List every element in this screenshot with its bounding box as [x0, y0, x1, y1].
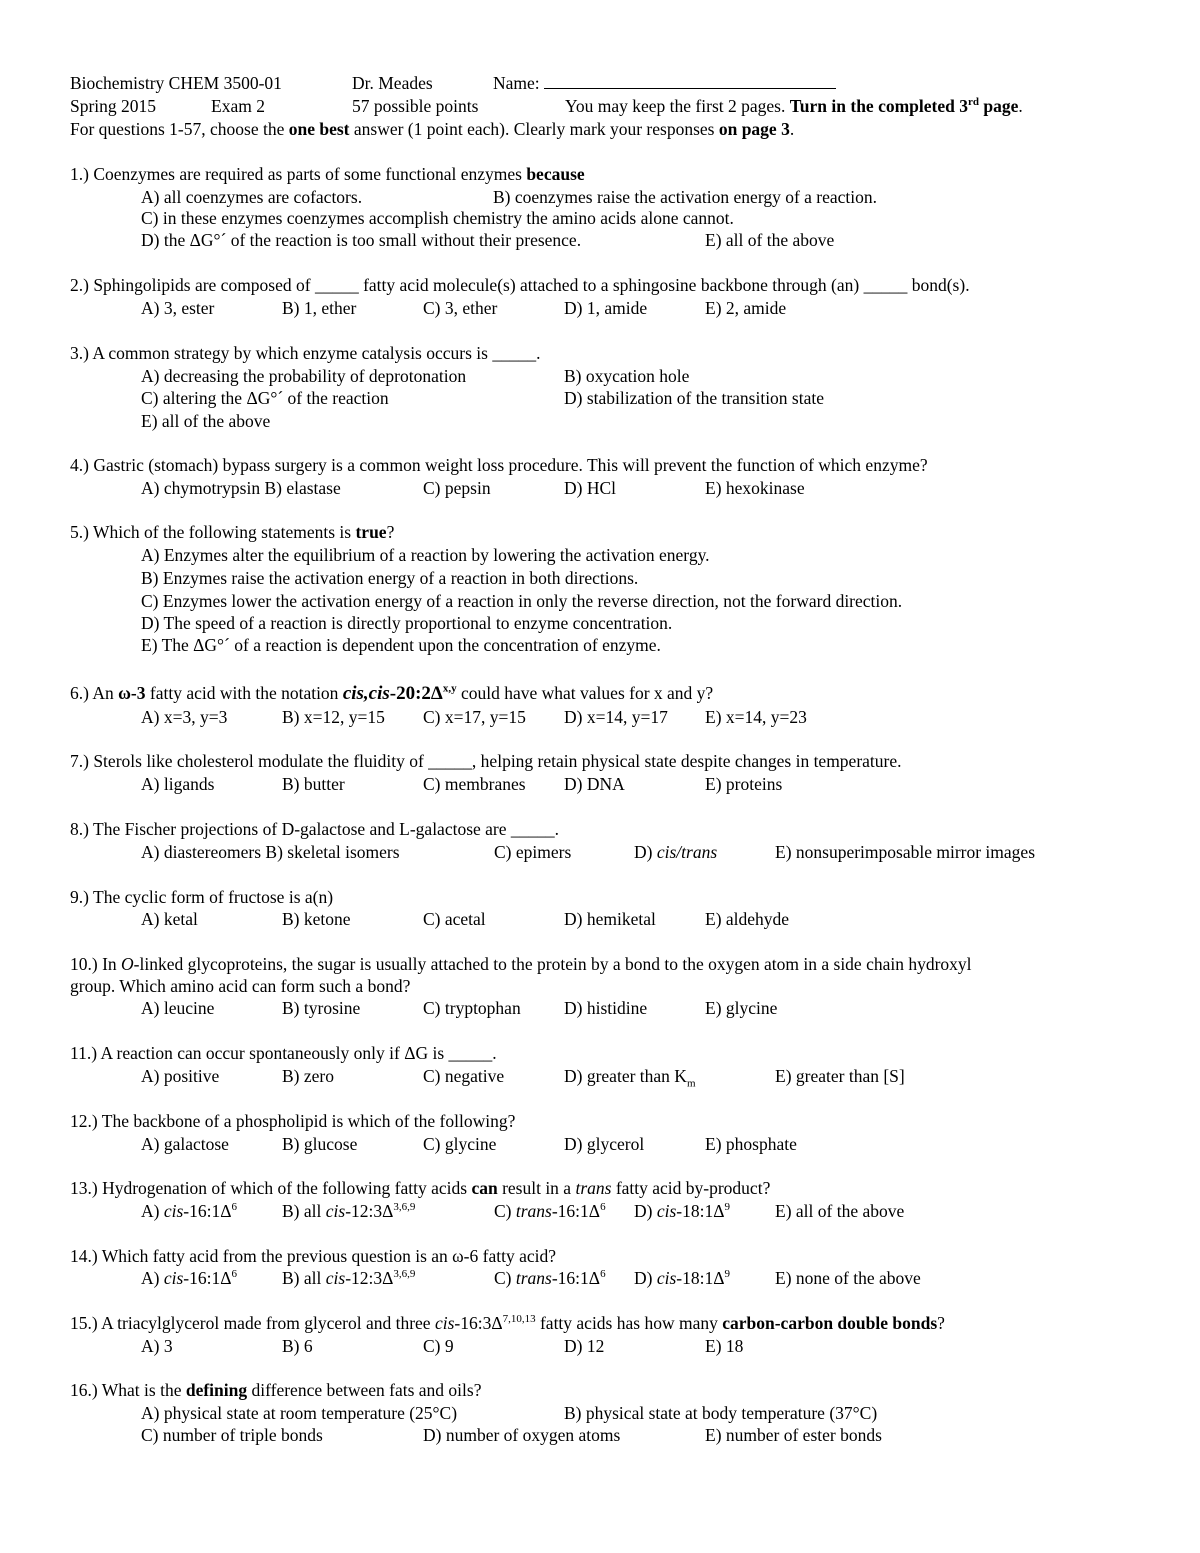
q9-option-e: E) aldehyde — [705, 909, 790, 929]
question-1: 1.) Coenzymes are required as parts of some functional enzymes because — [70, 164, 585, 184]
question-5: 5.) Which of the following statements is true? — [70, 522, 395, 542]
q12-option-d: D) glycerol — [564, 1134, 645, 1154]
q6-option-e: E) x=14, y=23 — [705, 707, 807, 727]
q16-option-e: E) number of ester bonds — [705, 1425, 882, 1445]
q3-option-e: E) all of the above — [141, 411, 271, 431]
q16-option-c: C) number of triple bonds — [141, 1425, 323, 1445]
q16-option-d: D) number of oxygen atoms — [423, 1425, 621, 1445]
question-2: 2.) Sphingolipids are composed of _____ fatty acid molecule(s) attached to a sphingosine backbone through (an) _____ bond(s). — [70, 275, 970, 295]
q14-option-e: E) none of the above — [775, 1268, 921, 1288]
q11-option-a: A) positive — [141, 1066, 220, 1086]
q2-option-e: E) 2, amide — [705, 298, 787, 318]
q13-option-c: C) trans-$16:1\Delta^6$ — [494, 1201, 606, 1221]
q1-option-e: E) all of the above — [705, 230, 835, 250]
question-10: 10.) In O-linked glycoproteins, the sugar is usually attached to the protein by a bond to the oxygen atom in a side chain hydroxyl — [70, 954, 972, 974]
question-10-line2: group. Which amino acid can form such a bond? — [70, 976, 411, 996]
q13-option-a: A) cis-$16:1\Delta^6$ — [141, 1201, 237, 1221]
q11-option-c: C) negative — [423, 1066, 505, 1086]
q1-option-c: C) in these enzymes coenzymes accomplish chemistry the amino acids alone cannot. — [141, 208, 734, 228]
q6-option-c: C) x=17, y=15 — [423, 707, 526, 727]
q4-option-c: C) pepsin — [423, 478, 491, 498]
q12-option-e: E) phosphate — [705, 1134, 797, 1154]
q3-option-d: D) stabilization of the transition state — [564, 388, 825, 408]
question-7: 7.) Sterols like cholesterol modulate the fluidity of _____, helping retain physical state despite changes in temperature. — [70, 751, 902, 771]
name-label: Name: — [493, 72, 836, 94]
question-14: 14.) Which fatty acid from the previous question is an ω-6 fatty acid? — [70, 1246, 556, 1266]
q12-option-c: C) glycine — [423, 1134, 497, 1154]
q16-option-a: A) physical state at room temperature (25°C) — [141, 1403, 458, 1423]
q11-option-b: B) zero — [282, 1066, 334, 1086]
question-15: 15.) A triacylglycerol made from glycerol and three cis-$16:3\Delta^{7,10,13}$ fatty acids has how many carbon-carbon double bonds? — [70, 1313, 945, 1333]
q8-option-e: E) nonsuperimposable mirror images — [775, 842, 1036, 862]
q2-option-c: C) 3, ether — [423, 298, 498, 318]
possible-points: 57 possible points — [352, 96, 479, 116]
q14-option-b: B) all cis-$12:3\Delta^{3,6,9}$ — [282, 1268, 416, 1288]
q8-option-c: C) epimers — [494, 842, 572, 862]
q14-option-a: A) cis-$16:1\Delta^6$ — [141, 1268, 237, 1288]
q12-option-b: B) glucose — [282, 1134, 358, 1154]
q10-option-a: A) leucine — [141, 998, 215, 1018]
q6-option-a: A) x=3, y=3 — [141, 707, 228, 727]
q1-option-a: A) all coenzymes are cofactors. — [141, 187, 363, 207]
q3-option-a: A) decreasing the probability of deprotonation — [141, 366, 467, 386]
q8-option-ab: A) diastereomers B) skeletal isomers — [141, 842, 400, 862]
q10-option-b: B) tyrosine — [282, 998, 361, 1018]
q8-option-d: D) cis/trans — [634, 842, 718, 862]
q1-option-b: B) coenzymes raise the activation energy of a reaction. — [493, 187, 878, 207]
question-3: 3.) A common strategy by which enzyme catalysis occurs is _____. — [70, 343, 541, 363]
q10-option-d: D) histidine — [564, 998, 648, 1018]
question-9: 9.) The cyclic form of fructose is a(n) — [70, 887, 334, 907]
q10-option-c: C) tryptophan — [423, 998, 521, 1018]
question-11: 11.) A reaction can occur spontaneously only if ΔG is _____. — [70, 1043, 497, 1063]
question-6: 6.) An ω-3 fatty acid with the notation $cis,cis-20:2\Delta^{x,y}$ could have what values for x and y? — [70, 682, 714, 704]
q6-option-b: B) x=12, y=15 — [282, 707, 385, 727]
q7-option-d: D) DNA — [564, 774, 625, 794]
q13-option-e: E) all of the above — [775, 1201, 905, 1221]
q3-option-b: B) oxycation hole — [564, 366, 690, 386]
q5-option-c: C) Enzymes lower the activation energy of a reaction in only the reverse direction, not the forward direction. — [141, 591, 903, 611]
q9-option-d: D) hemiketal — [564, 909, 656, 929]
q14-option-d: D) cis-$18:1\Delta^9$ — [634, 1268, 730, 1288]
q9-option-b: B) ketone — [282, 909, 351, 929]
q7-option-c: C) membranes — [423, 774, 526, 794]
q10-option-e: E) glycine — [705, 998, 778, 1018]
q6-option-d: D) x=14, y=17 — [564, 707, 668, 727]
q12-option-a: A) galactose — [141, 1134, 229, 1154]
q5-option-b: B) Enzymes raise the activation energy of a reaction in both directions. — [141, 568, 639, 588]
q2-option-b: B) 1, ether — [282, 298, 357, 318]
q5-option-e: E) The ΔG°´ of a reaction is dependent upon the concentration of enzyme. — [141, 635, 661, 655]
instructions: For questions 1-57, choose the one best answer (1 point each). Clearly mark your responses on page 3. — [70, 119, 795, 139]
question-13: 13.) Hydrogenation of which of the following fatty acids can result in a trans fatty acid by-product? — [70, 1178, 771, 1198]
question-8: 8.) The Fischer projections of D-galactose and L-galactose are _____. — [70, 819, 560, 839]
q3-option-c: C) altering the ΔG°´ of the reaction — [141, 388, 389, 408]
q15-option-b: B) 6 — [282, 1336, 313, 1356]
q7-option-a: A) ligands — [141, 774, 215, 794]
course-title: Biochemistry CHEM 3500-01 — [70, 73, 282, 93]
q7-option-e: E) proteins — [705, 774, 783, 794]
q4-option-ab: A) chymotrypsin B) elastase — [141, 478, 341, 498]
q4-option-d: D) HCl — [564, 478, 617, 498]
question-12: 12.) The backbone of a phospholipid is which of the following? — [70, 1111, 516, 1131]
q13-option-d: D) cis-$18:1\Delta^9$ — [634, 1201, 730, 1221]
q14-option-c: C) trans-$16:1\Delta^6$ — [494, 1268, 606, 1288]
q2-option-d: D) 1, amide — [564, 298, 648, 318]
q15-option-c: C) 9 — [423, 1336, 454, 1356]
q16-option-b: B) physical state at body temperature (37°C) — [564, 1403, 878, 1423]
term: Spring 2015 — [70, 96, 157, 116]
exam-number: Exam 2 — [211, 96, 265, 116]
name-field[interactable] — [544, 74, 836, 89]
question-16: 16.) What is the defining difference between fats and oils? — [70, 1380, 482, 1400]
q9-option-a: A) ketal — [141, 909, 198, 929]
q15-option-e: E) 18 — [705, 1336, 744, 1356]
q7-option-b: B) butter — [282, 774, 345, 794]
q2-option-a: A) 3, ester — [141, 298, 215, 318]
turn-in-note: You may keep the first 2 pages. Turn in the completed 3rd page. — [565, 96, 1023, 116]
q4-option-e: E) hexokinase — [705, 478, 805, 498]
q11-option-e: E) greater than [S] — [775, 1066, 905, 1086]
q15-option-d: D) 12 — [564, 1336, 605, 1356]
q9-option-c: C) acetal — [423, 909, 486, 929]
q15-option-a: A) 3 — [141, 1336, 173, 1356]
q5-option-d: D) The speed of a reaction is directly proportional to enzyme concentration. — [141, 613, 673, 633]
q11-option-d: D) greater than $K_m$ — [564, 1066, 696, 1090]
q13-option-b: B) all cis-$12:3\Delta^{3,6,9}$ — [282, 1201, 416, 1221]
q5-option-a: A) Enzymes alter the equilibrium of a reaction by lowering the activation energy. — [141, 545, 710, 565]
question-4: 4.) Gastric (stomach) bypass surgery is a common weight loss procedure. This will prevent the function of which enzyme? — [70, 455, 928, 475]
q1-option-d: D) the ΔG°´ of the reaction is too small without their presence. — [141, 230, 582, 250]
instructor: Dr. Meades — [352, 73, 433, 93]
